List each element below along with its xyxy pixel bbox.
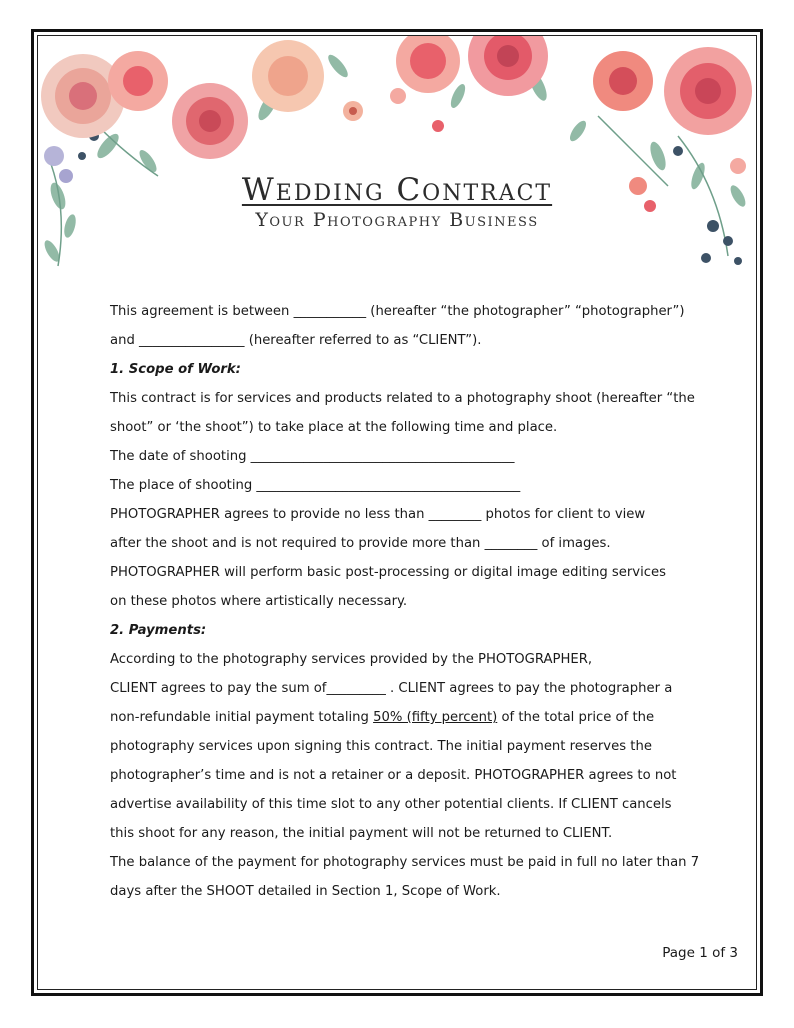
section-2-line-6: advertise availability of this time slot to any other potential clients. If CLIENT cancels (110, 797, 672, 812)
page-number: Page 1 of 3 (662, 945, 738, 961)
section-2-line-2: CLIENT agrees to pay the sum of_________ . CLIENT agrees to pay the photographer a (110, 681, 673, 696)
section-2-line-5: photographer’s time and is not a retainer or a deposit. PHOTOGRAPHER agrees to not (110, 768, 677, 783)
initial-payment-percentage: 50% (fifty percent) (373, 710, 498, 725)
shooting-place-line: The place of shooting ________________________________________ (110, 478, 521, 493)
section-2-line-8: The balance of the payment for photography services must be paid in full no later than 7 (110, 855, 700, 870)
floral-header-illustration (38, 36, 756, 286)
section-2-line-9: days after the SHOOT detailed in Section 1, Scope of Work. (110, 884, 501, 899)
document-title: Wedding Contract (241, 172, 553, 208)
intro-line-1: This agreement is between ___________ (hereafter “the photographer” “photographer”) (110, 304, 685, 319)
section-2-line-3 (110, 703, 710, 732)
intro-line-2: and ________________ (hereafter referred to as “CLIENT”). (110, 333, 482, 348)
section-1-line-6: after the shoot and is not required to provide more than ________ of images. (110, 536, 611, 551)
section-1-line-5: PHOTOGRAPHER agrees to provide no less than ________ photos for client to view (110, 507, 646, 522)
section-2-line-3-start: non-refundable initial payment totaling (110, 710, 374, 725)
section-2-line-7: this shoot for any reason, the initial payment will not be returned to CLIENT. (110, 826, 613, 841)
document-header (0, 172, 794, 231)
document-subtitle: Your Photography Business (255, 209, 539, 231)
floral-header-svg (38, 36, 756, 286)
section-1-line-8: on these photos where artistically necessary. (110, 594, 408, 609)
shooting-date-line: The date of shooting ________________________________________ (110, 449, 515, 464)
section-1-line-7: PHOTOGRAPHER will perform basic post-processing or digital image editing services (110, 565, 666, 580)
section-2-line-4: photography services upon signing this contract. The initial payment reserves the (110, 739, 652, 754)
section-1-line-1: This contract is for services and products related to a photography shoot (hereafter “the (110, 391, 695, 406)
section-2-line-3-end: of the total price of the (497, 710, 655, 725)
section-1-line-2: shoot” or ‘the shoot”) to take place at the following time and place. (110, 420, 558, 435)
section-2-line-1: According to the photography services provided by the PHOTOGRAPHER, (110, 652, 593, 667)
contract-body (110, 297, 710, 906)
section-1-heading: 1. Scope of Work: (110, 362, 241, 377)
section-2-heading: 2. Payments: (110, 623, 207, 638)
